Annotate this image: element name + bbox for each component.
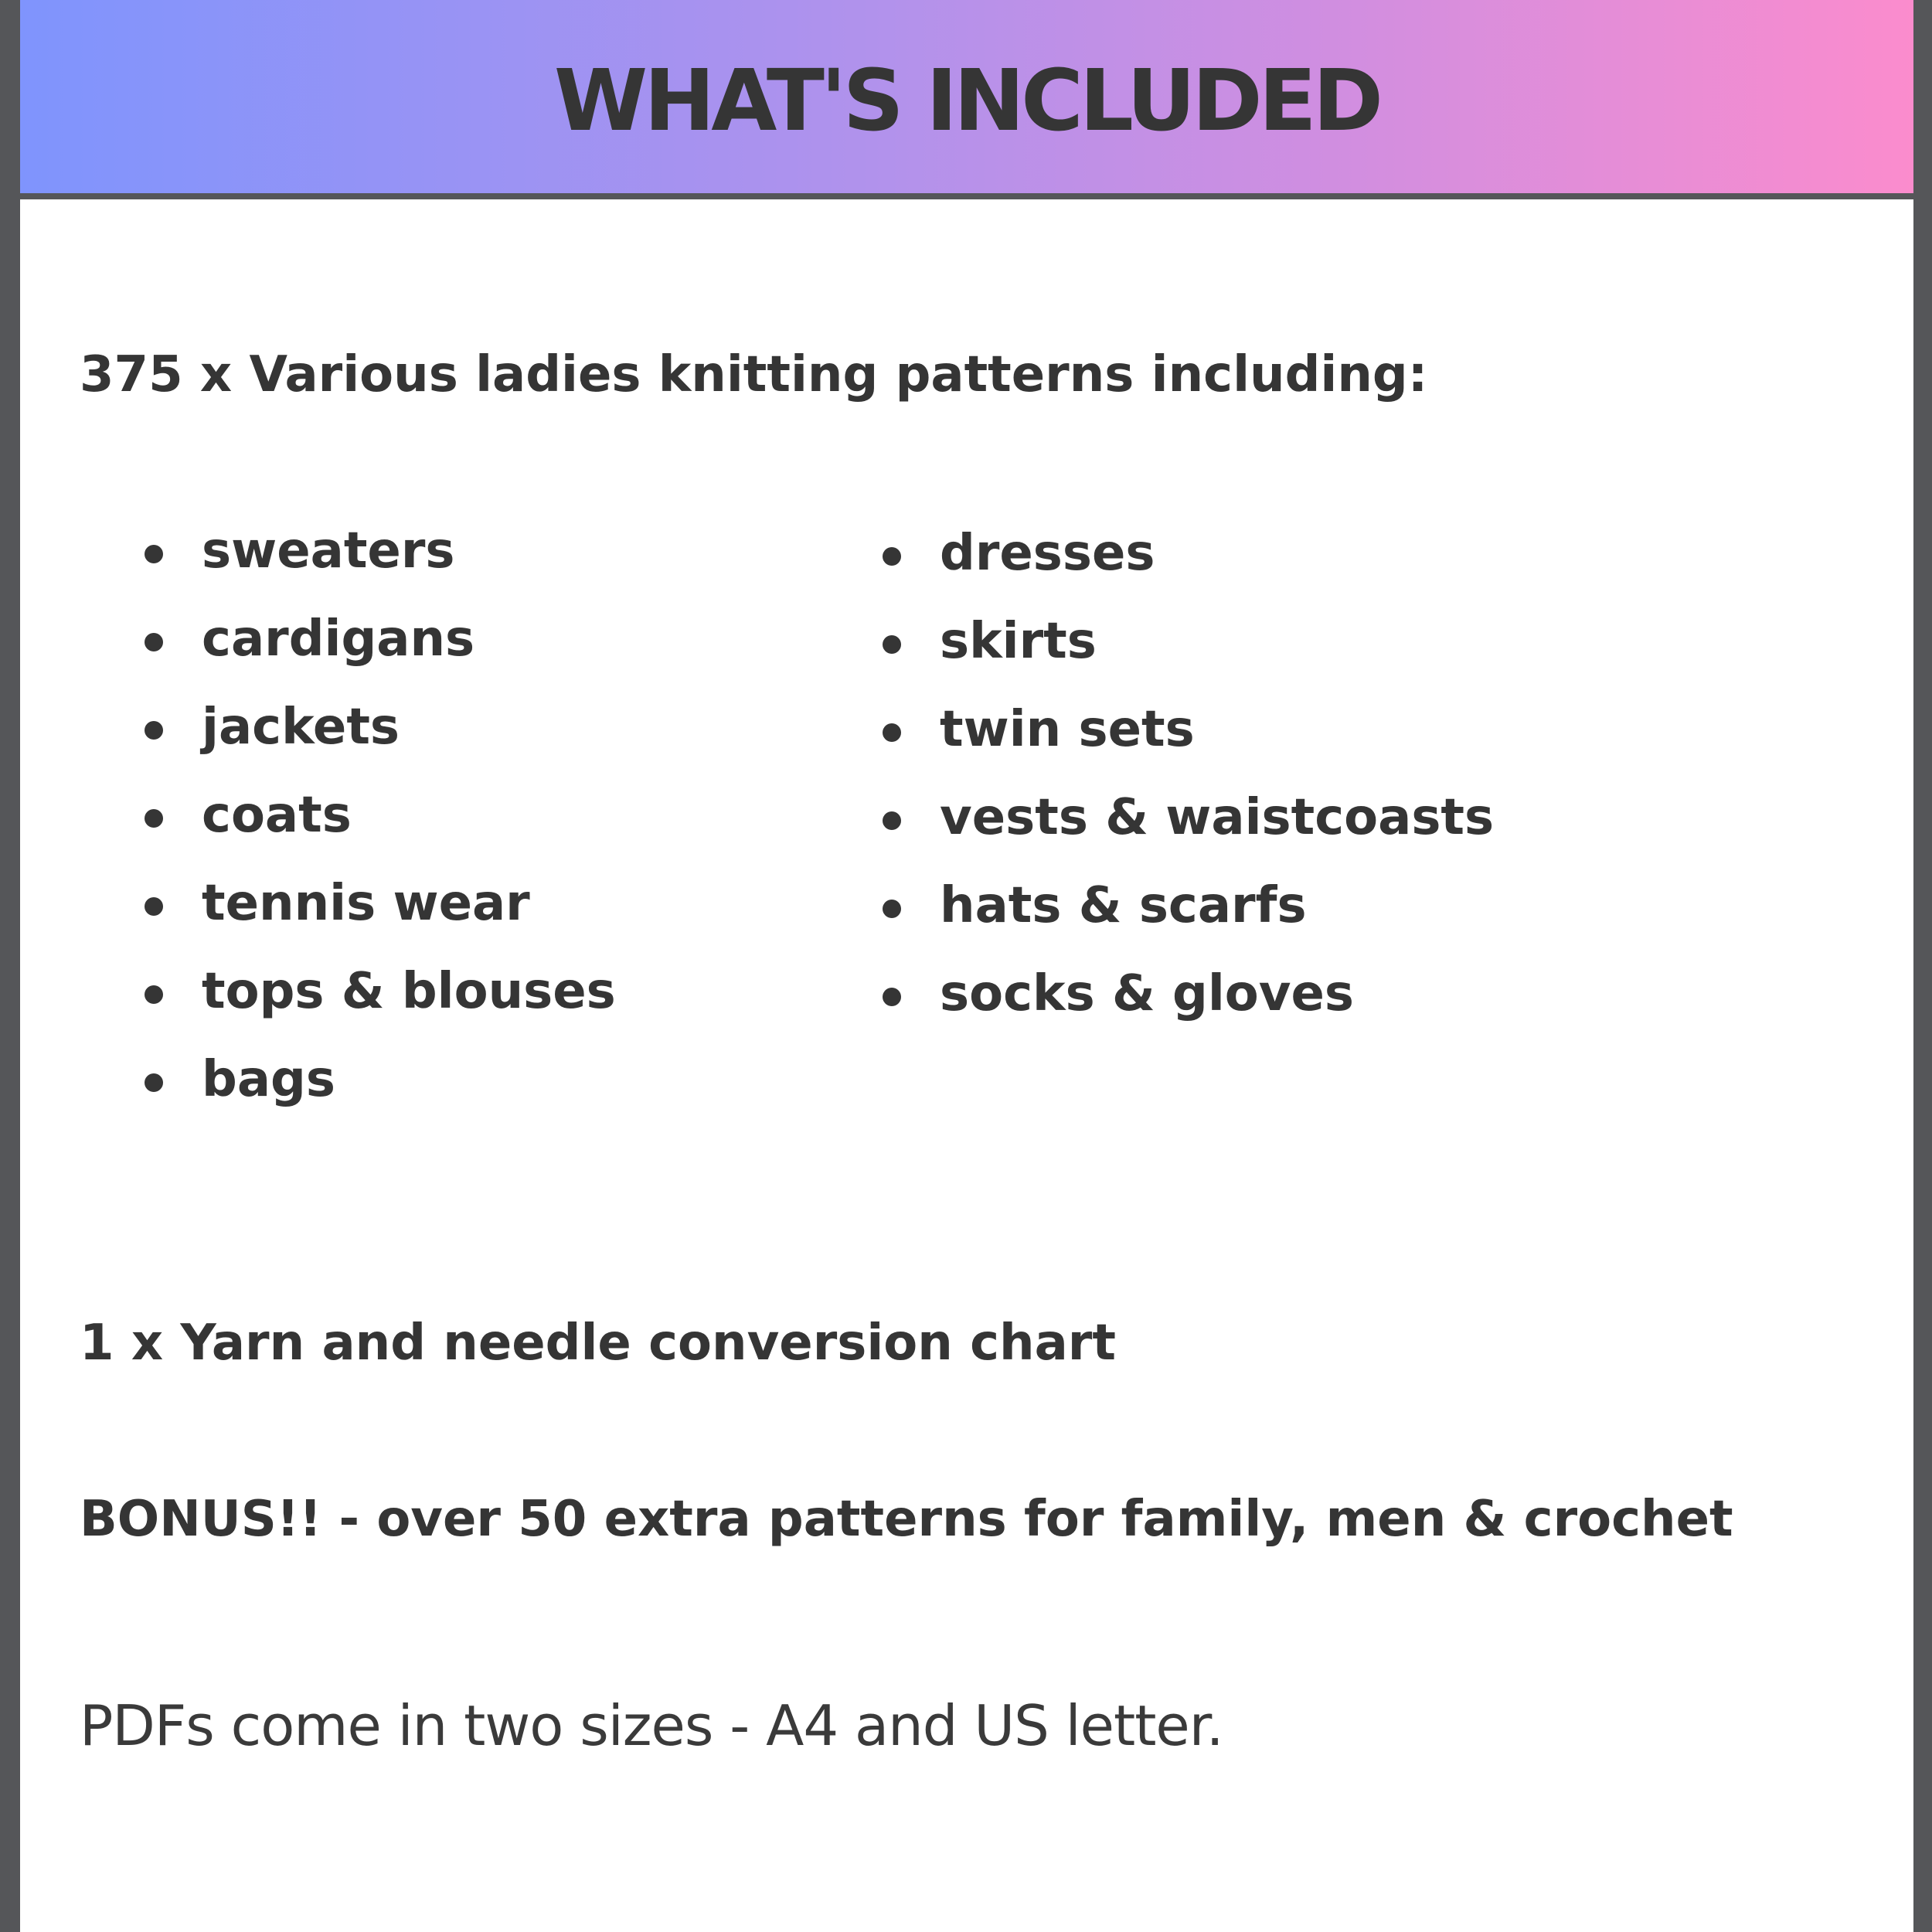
list-item: hats & scarfs — [866, 869, 1494, 957]
list-item: sweaters — [128, 514, 616, 602]
page-title: WHAT'S INCLUDED — [553, 51, 1380, 150]
header-banner — [20, 0, 1913, 199]
list-item: jackets — [128, 690, 616, 778]
pattern-list-right — [866, 516, 1494, 1045]
list-item: twin sets — [866, 692, 1494, 781]
list-item: tops & blouses — [128, 954, 616, 1043]
list-item: coats — [128, 778, 616, 866]
pdf-sizes-note: PDFs come in two sizes - A4 and US letter. — [80, 1693, 1223, 1758]
list-item: tennis wear — [128, 866, 616, 954]
patterns-intro: 375 x Various ladies knitting patterns including: — [80, 346, 1428, 403]
list-item: cardigans — [128, 602, 616, 690]
conversion-chart-line: 1 x Yarn and needle conversion chart — [80, 1315, 1116, 1372]
pattern-list-left — [128, 514, 616, 1131]
list-item: bags — [128, 1043, 616, 1131]
product-info-card — [20, 0, 1913, 1932]
bonus-line: BONUS!! - over 50 extra patterns for family, men & crochet — [80, 1491, 1733, 1548]
list-item: socks & gloves — [866, 957, 1494, 1045]
list-item: skirts — [866, 604, 1494, 692]
list-item: vests & waistcoasts — [866, 781, 1494, 869]
list-item: dresses — [866, 516, 1494, 604]
